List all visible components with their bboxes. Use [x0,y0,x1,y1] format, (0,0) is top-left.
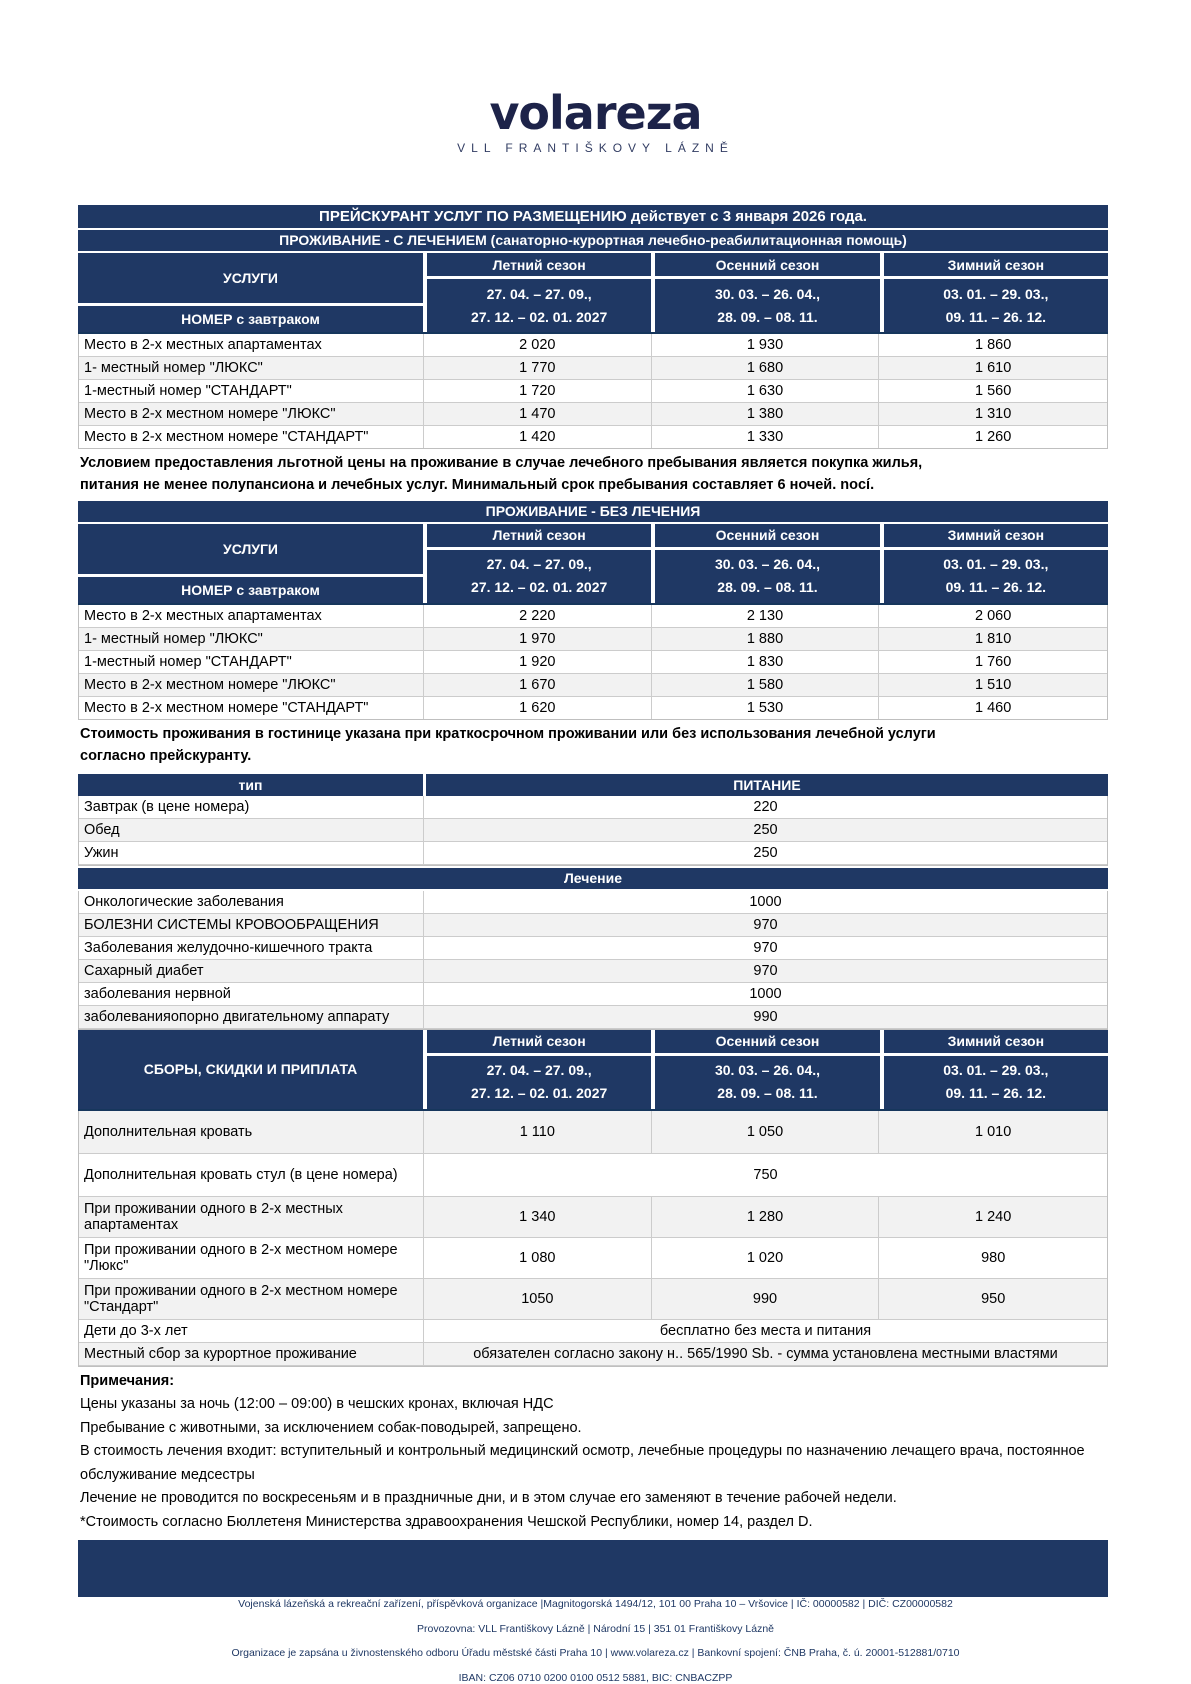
table-row [79,605,1107,628]
price-summer: 1 670 [424,674,652,696]
season-header-fees [78,1030,1108,1111]
price-summer: 1 620 [424,697,652,719]
price-winter: 2 060 [975,607,1012,624]
autumn-dates-line1: 30. 03. – 26. 04., [714,285,821,302]
price-autumn: 1 680 [652,357,880,379]
table-row [79,1111,1107,1154]
autumn-season-column [655,524,879,603]
season-header-with-treatment [78,253,1108,334]
price-autumn: 1 330 [652,426,880,448]
winter-season-column [884,253,1108,332]
row-label: Место в 2-х местном номере "ЛЮКС" [79,674,424,696]
price-winter: 950 [981,1290,1006,1307]
table-row [79,914,1107,937]
summer-season-dates [427,1056,651,1109]
remarks-block [78,1367,1108,1534]
brand-wordmark: volareza [489,86,702,140]
row-label: Обед [79,819,424,841]
price-winter: 1 240 [975,1208,1012,1225]
company-footer [0,1592,1191,1684]
row-value: 970 [753,939,778,956]
price-autumn: 1 630 [652,380,880,402]
row-label: 1- местный номер "ЛЮКС" [79,357,424,379]
price-winter: 1 760 [975,653,1012,670]
summer-dates-line2: 27. 12. – 02. 01. 2027 [471,579,608,596]
row-value: 970 [753,916,778,933]
winter-season-name: Зимний сезон [884,524,1108,547]
summer-season-name: Летний сезон [427,253,651,276]
price-winter: 1 010 [975,1123,1012,1140]
autumn-dates-line2: 28. 09. – 08. 11. [717,308,818,325]
price-summer: 1 920 [424,651,652,673]
services-label: УСЛУГИ [78,253,423,303]
autumn-season-dates [655,279,879,332]
table-row [79,891,1107,914]
autumn-season-column [655,1030,879,1109]
row-label: заболеванияопорно двигательному аппарату [79,1006,424,1028]
document-body [78,205,1108,1597]
row-label: Сахарный диабет [79,960,424,982]
remark-line: Пребывание с животными, за исключением собак-поводырей, запрещено. [80,1419,582,1436]
table-row [79,426,1107,448]
footer-line-registration: Organizace je zapsána u živnostenského odboru Úřadu městské části Praha 10 | www.volareza.cz | Bankovní spojení: ČNB Praha, č. ú. 20001-512881/0710 [231,1647,960,1660]
row-label: Место в 2-х местном номере "ЛЮКС" [79,403,424,425]
footer-line-branch: Provozovna: VLL Františkovy Lázně | Národní 15 | 351 01 Františkovy Lázně [416,1622,774,1635]
autumn-season-column [655,253,879,332]
row-value: 250 [753,844,778,861]
row-label: Место в 2-х местном номере "СТАНДАРТ" [79,697,424,719]
table-row [79,960,1107,983]
without-treatment-note [78,720,1108,772]
row-value: 1000 [749,985,782,1002]
remark-line: *Стоимость согласно Бюллетеня Министерства здравоохранения Чешской Республики, номер 14, раздел D. [80,1513,813,1530]
fees-header-label: СБОРЫ, СКИДКИ И ПРИПЛАТА [78,1030,423,1109]
row-label: БОЛЕЗНИ СИСТЕМЫ КРОВООБРАЩЕНИЯ [79,914,424,936]
autumn-season-name: Осенний сезон [655,253,879,276]
section-header-with-treatment: ПРОЖИВАНИЕ - С ЛЕЧЕНИЕМ (санаторно-курортная лечебно-реабилитационная помощь) [78,230,1108,251]
winter-season-dates [884,279,1108,332]
price-autumn: 1 930 [652,334,880,356]
fees-rows [78,1111,1108,1367]
winter-season-column [884,524,1108,603]
price-autumn: 1 280 [652,1197,880,1237]
winter-dates-line2: 09. 11. – 26. 12. [945,579,1047,596]
price-summer: 2 020 [424,334,652,356]
row-value-span: бесплатно без места и питания [659,1322,872,1339]
summer-season-dates [427,550,651,603]
summer-season-name: Летний сезон [427,1030,651,1053]
remark-line: Цены указаны за ночь (12:00 – 09:00) в чешских кронах, включая НДС [80,1396,554,1413]
price-autumn: 2 130 [652,605,880,627]
price-autumn: 1 880 [652,628,880,650]
price-winter: 980 [981,1249,1006,1266]
row-value-span: 750 [753,1166,778,1183]
room-with-breakfast-label: НОМЕР с завтраком [78,577,423,603]
logo [0,86,1191,155]
meals-type-header: тип [78,774,423,796]
row-value: 250 [753,821,778,838]
table-row [79,796,1107,819]
table-row [79,1197,1107,1238]
table-row [79,983,1107,1006]
table-row [79,842,1107,865]
footer-line-iban: IBAN: CZ06 0710 0200 0100 0512 5881, BIC: CNBACZPP [458,1672,733,1684]
row-label: Дополнительная кровать [79,1111,424,1153]
table-row [79,1238,1107,1279]
summer-season-column [427,1030,651,1109]
footer-line-company: Vojenská lázeňská a rekreační zařízení, příspěvková organizace |Magnitogorská 1494/12, 101 00 Praha 10 – Vršovice | IČ: 00000582 | DIČ: CZ00000582 [238,1598,953,1610]
brand-subtitle: VLL FRANTIŠKOVY LÁZNĚ [457,141,734,155]
table-row [79,1006,1107,1029]
row-label: При проживании одного в 2-х местном номере "Люкс" [79,1238,424,1278]
row-label: Ужин [79,842,424,864]
bottom-navy-bar [78,1540,1108,1597]
row-label: Местный сбор за курортное проживание [79,1343,424,1365]
row-label: При проживании одного в 2-х местном номере "Стандарт" [79,1279,424,1319]
autumn-dates-line1: 30. 03. – 26. 04., [714,556,821,573]
winter-season-column [884,1030,1108,1109]
with-treatment-rows [78,334,1108,449]
price-summer: 1 420 [424,426,652,448]
services-label: УСЛУГИ [78,524,423,574]
table-row [79,697,1107,719]
table-row [79,1320,1107,1343]
price-winter: 1 610 [975,360,1012,376]
row-label: Онкологические заболевания [79,891,424,913]
row-label: 1- местный номер "ЛЮКС" [79,628,424,650]
autumn-dates-line2: 28. 09. – 08. 11. [717,579,818,596]
price-autumn: 1 020 [652,1238,880,1278]
summer-season-name: Летний сезон [427,524,651,547]
remark-line: В стоимость лечения входит: вступительный и контрольный медицинский осмотр, лечебные процедуры по назначению лечащего врача, постоянное обслуживание медсестры [80,1443,1085,1483]
table-row [79,674,1107,697]
row-label: Место в 2-х местном номере "СТАНДАРТ" [79,426,424,448]
note-line: питания не менее полупансиона и лечебных услуг. Минимальный срок пребывания составляет 6 ночей. nocí. [80,477,875,494]
winter-season-name: Зимний сезон [884,253,1108,276]
price-summer: 1 770 [424,357,652,379]
row-label: Заболевания желудочно-кишечного тракта [79,937,424,959]
without-treatment-rows [78,605,1108,720]
summer-dates-line2: 27. 12. – 02. 01. 2027 [471,308,608,325]
price-summer: 1 470 [424,403,652,425]
autumn-season-dates [655,1056,879,1109]
table-row [79,334,1107,357]
row-value-span: обязателен согласно закону н.. 565/1990 Sb. - сумма установлена местными властями [473,1345,1058,1362]
autumn-dates-line1: 30. 03. – 26. 04., [714,1062,821,1079]
table-row [79,819,1107,842]
section-header-without-treatment: ПРОЖИВАНИЕ - БЕЗ ЛЕЧЕНИЯ [78,501,1108,522]
price-winter: 1 560 [975,383,1012,399]
note-line: Стоимость проживания в гостинице указана при краткосрочном проживании или без использования лечебной услуги [80,725,936,742]
price-autumn: 1 380 [652,403,880,425]
table-row [79,380,1107,403]
summer-dates-line1: 27. 04. – 27. 09., [486,285,592,302]
row-label: Место в 2-х местных апартаментах [79,334,424,356]
row-label: заболевания нервной [79,983,424,1005]
autumn-season-name: Осенний сезон [655,1030,879,1053]
winter-season-dates [884,550,1108,603]
winter-dates-line2: 09. 11. – 26. 12. [945,1085,1047,1102]
summer-season-dates [427,279,651,332]
price-winter: 1 810 [975,630,1012,647]
price-winter: 1 860 [975,337,1012,353]
autumn-dates-line2: 28. 09. – 08. 11. [717,1085,818,1102]
table-row [79,1343,1107,1366]
price-winter: 1 510 [975,676,1012,693]
table-row [79,1154,1107,1197]
meals-rows [78,796,1108,866]
meals-food-header: ПИТАНИЕ [426,774,1108,796]
season-header-without-treatment [78,524,1108,605]
table-row [79,937,1107,960]
table-row [79,628,1107,651]
row-value: 970 [753,962,778,979]
summer-season-column [427,253,651,332]
room-with-breakfast-label: НОМЕР с завтраком [78,306,423,332]
autumn-season-name: Осенний сезон [655,524,879,547]
table-row [79,357,1107,380]
winter-dates-line1: 03. 01. – 29. 03., [943,556,1049,573]
note-line: согласно прейскуранту. [80,748,252,765]
price-autumn: 990 [652,1279,880,1319]
row-label: 1-местный номер "СТАНДАРТ" [79,651,424,673]
winter-dates-line1: 03. 01. – 29. 03., [943,1062,1049,1079]
row-value: 990 [753,1008,778,1025]
price-winter: 1 460 [975,699,1012,716]
price-summer: 1 080 [424,1238,652,1278]
winter-season-dates [884,1056,1108,1109]
price-autumn: 1 830 [652,651,880,673]
price-autumn: 1 580 [652,674,880,696]
table-row [79,403,1107,426]
with-treatment-note [78,449,1108,501]
row-label: Завтрак (в цене номера) [79,796,424,818]
row-label: Дополнительная кровать стул (в цене номера) [79,1154,424,1196]
price-summer: 1 340 [424,1197,652,1237]
row-label: 1-местный номер "СТАНДАРТ" [79,380,424,402]
row-label: Дети до 3-х лет [79,1320,424,1342]
services-column-header [78,524,423,603]
table-row [79,1279,1107,1320]
section-header-treatment: Лечение [78,868,1108,889]
row-label: Место в 2-х местных апартаментах [79,605,424,627]
price-autumn: 1 530 [652,697,880,719]
remark-line: Лечение не проводится по воскресеньям и в праздничные дни, и в этом случае его заменяют в течение рабочей недели. [80,1490,897,1507]
price-summer: 1050 [424,1279,652,1319]
meals-header [78,774,1108,796]
services-column-header [78,253,423,332]
price-summer: 1 110 [424,1111,652,1153]
summer-dates-line2: 27. 12. – 02. 01. 2027 [471,1085,608,1102]
price-autumn: 1 050 [652,1111,880,1153]
note-line: Условием предоставления льготной цены на проживание в случае лечебного пребывания является покупка жилья, [80,455,923,471]
autumn-season-dates [655,550,879,603]
row-value: 1000 [749,893,782,910]
table-row [79,651,1107,674]
page-title: ПРЕЙСКУРАНТ УСЛУГ ПО РАЗМЕЩЕНИЮ действует с 3 января 2026 года. [78,205,1108,228]
summer-dates-line1: 27. 04. – 27. 09., [486,556,592,573]
price-winter: 1 260 [975,429,1012,445]
price-summer: 2 220 [424,605,652,627]
price-summer: 1 720 [424,380,652,402]
winter-dates-line2: 09. 11. – 26. 12. [945,308,1047,325]
winter-dates-line1: 03. 01. – 29. 03., [943,285,1049,302]
row-label: При проживании одного в 2-х местных апартаментах [79,1197,424,1237]
fees-column-header [78,1030,423,1109]
summer-dates-line1: 27. 04. – 27. 09., [486,1062,592,1079]
summer-season-column [427,524,651,603]
row-value: 220 [753,798,778,815]
price-summer: 1 970 [424,628,652,650]
remarks-title: Примечания: [80,1372,175,1389]
price-winter: 1 310 [975,406,1012,422]
treatment-rows [78,891,1108,1030]
winter-season-name: Зимний сезон [884,1030,1108,1053]
